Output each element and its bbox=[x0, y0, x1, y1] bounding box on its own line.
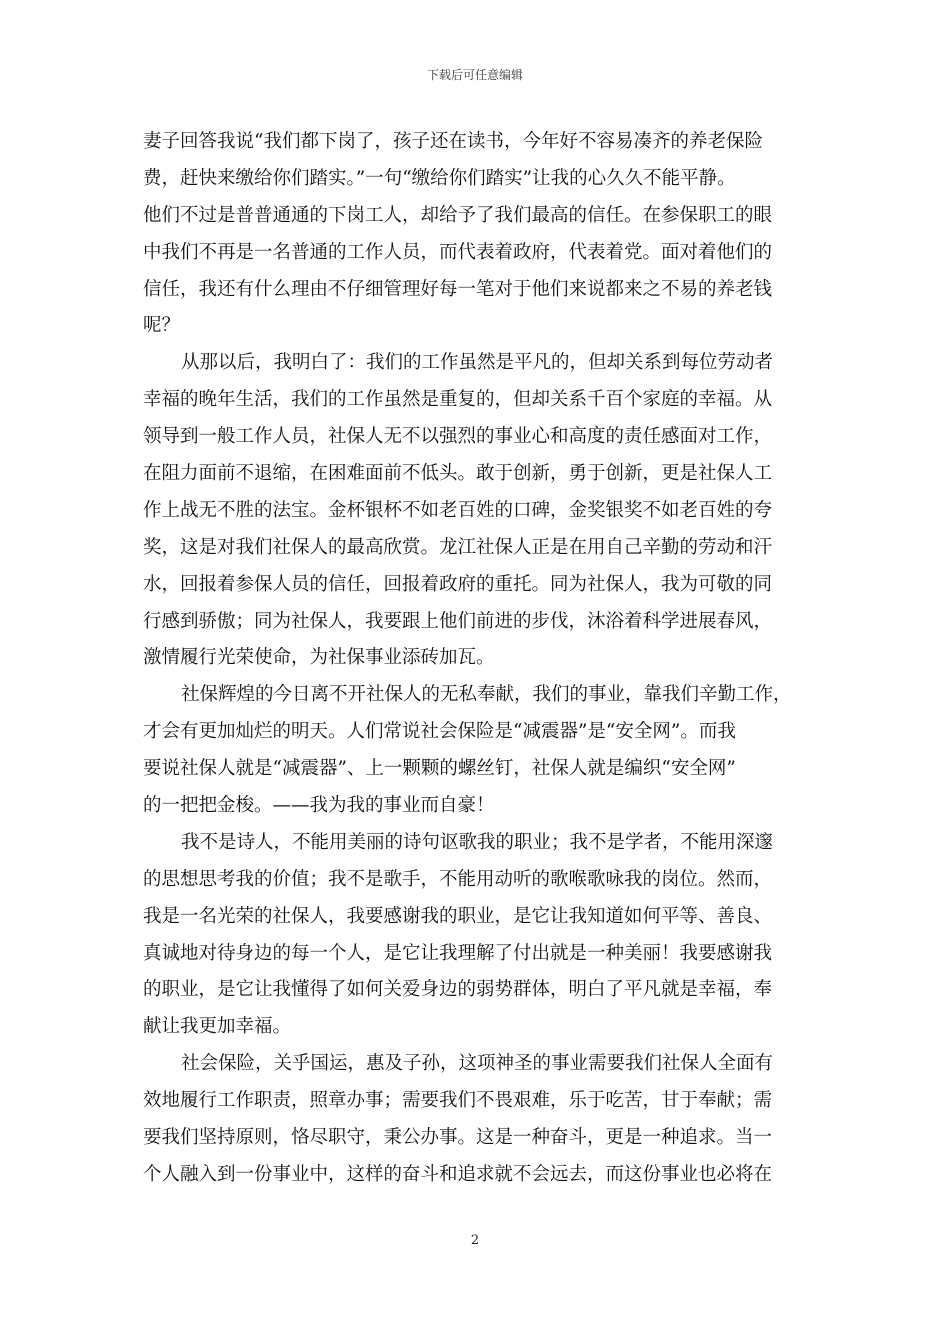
text-line: 在阻力面前不退缩，在困难面前不低头。敢于创新，勇于创新，更是社保人工 bbox=[143, 463, 773, 485]
text-line: 从那以后，我明白了：我们的工作虽然是平凡的，但却关系到每位劳动者 bbox=[181, 352, 774, 374]
text-line: 幸福的晚年生活，我们的工作虽然是重复的，但却关系千百个家庭的幸福。从 bbox=[143, 389, 773, 411]
text-line: 要我们坚持原则，恪尽职守，秉公办事。这是一种奋斗，更是一种追求。当一 bbox=[143, 1127, 773, 1149]
text-line: 的职业，是它让我懂得了如何关爱身边的弱势群体，明白了平凡就是幸福，奉 bbox=[143, 979, 773, 1001]
document-body bbox=[143, 124, 811, 1194]
text-line: 的思想思考我的价值；我不是歌手，不能用动听的歌喉歌咏我的岗位。然而， bbox=[143, 868, 773, 890]
text-line: 中我们不再是一名普通的工作人员，而代表着政府，代表着党。面对着他们的 bbox=[143, 241, 773, 263]
page-number: 2 bbox=[470, 1233, 480, 1248]
text-line: 妻子回答我说“我们都下岗了，孩子还在读书，今年好不容易凑齐的养老保险 bbox=[143, 131, 763, 152]
text-line: 要说社保人就是“减震器”、上一颗颗的螺丝钉，社保人就是编织“安全网” bbox=[143, 758, 736, 780]
text-line: 献让我更加幸福。 bbox=[143, 1016, 292, 1038]
text-line: 才会有更加灿烂的明天。人们常说社会保险是“减震器”是“安全网”。而我 bbox=[143, 721, 736, 743]
text-line: 作上战无不胜的法宝。金杯银杯不如老百姓的口碑，金奖银奖不如老百姓的夸 bbox=[143, 499, 773, 521]
paragraph bbox=[143, 124, 811, 345]
paragraph bbox=[143, 1046, 811, 1194]
text-line: 社会保险，关乎国运，惠及子孙，这项神圣的事业需要我们社保人全面有 bbox=[181, 1053, 774, 1075]
text-line: 的一把把金梭。——我为我的事业而自豪！ bbox=[143, 795, 495, 817]
text-line: 水，回报着参保人员的信任，回报着政府的重托。同为社保人，我为可敬的同 bbox=[143, 573, 773, 595]
text-line: 费，赶快来缴给你们踏实。”一句“缴给你们踏实”让我的心久久不能平静。 bbox=[143, 167, 736, 189]
page-header: 下载后可任意编辑 bbox=[426, 68, 523, 82]
text-line: 信任，我还有什么理由不仔细管理好每一笔对于他们来说都来之不易的养老钱 bbox=[143, 278, 773, 300]
text-line: 我不是诗人，不能用美丽的诗句讴歌我的职业；我不是学者，不能用深邃 bbox=[181, 831, 774, 853]
text-line: 他们不过是普普通通的下岗工人，却给予了我们最高的信任。在参保职工的眼 bbox=[143, 204, 773, 226]
text-line: 效地履行工作职责，照章办事；需要我们不畏艰难，乐于吃苦，甘于奉献；需 bbox=[143, 1090, 773, 1112]
text-line: 激情履行光荣使命，为社保事业添砖加瓦。 bbox=[143, 647, 495, 669]
text-line: 社保辉煌的今日离不开社保人的无私奉献，我们的事业，靠我们辛勤工作， bbox=[181, 684, 792, 706]
text-line: 呢？ bbox=[143, 315, 181, 337]
paragraph bbox=[143, 345, 811, 677]
text-line: 个人融入到一份事业中，这样的奋斗和追求就不会远去，而这份事业也必将在 bbox=[143, 1163, 773, 1185]
text-line: 奖，这是对我们社保人的最高欣赏。龙江社保人正是在用自己辛勤的劳动和汗 bbox=[143, 536, 773, 558]
text-line: 我是一名光荣的社保人，我要感谢我的职业，是它让我知道如何平等、善良、 bbox=[143, 905, 773, 927]
text-line: 真诚地对待身边的每一个人，是它让我理解了付出就是一种美丽！我要感谢我 bbox=[143, 942, 773, 964]
paragraph bbox=[143, 825, 811, 1046]
paragraph bbox=[143, 677, 811, 825]
text-line: 行感到骄傲；同为社保人，我要跟上他们前进的步伐，沐浴着科学进展春风， bbox=[143, 610, 773, 632]
text-line: 领导到一般工作人员，社保人无不以强烈的事业心和高度的责任感面对工作， bbox=[143, 426, 773, 448]
